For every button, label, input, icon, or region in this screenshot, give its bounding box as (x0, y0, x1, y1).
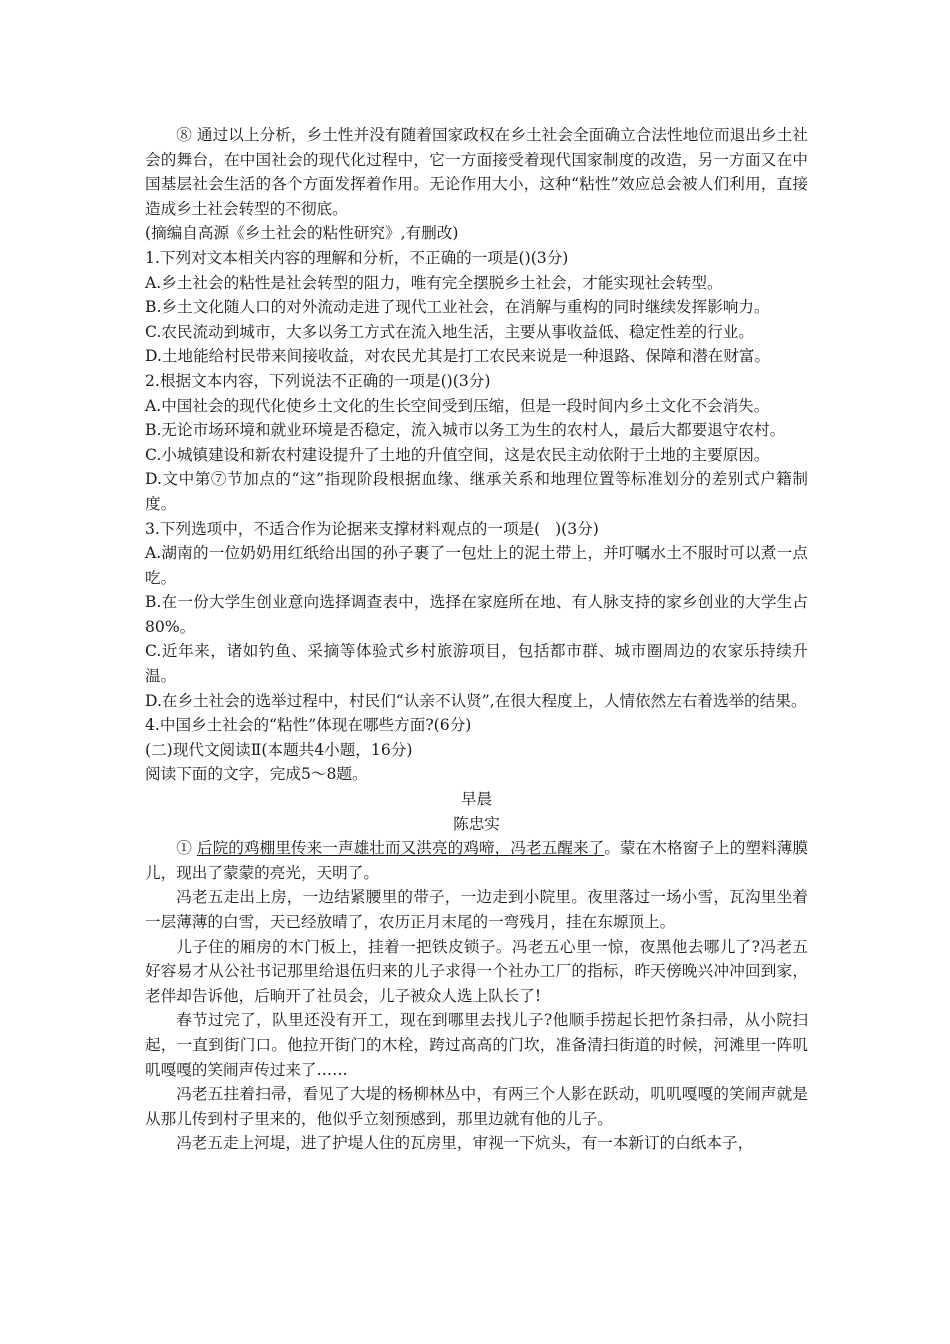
reading-instruction: 阅读下面的文字，完成5～8题。 (145, 765, 368, 784)
story-paragraph-6: 冯老五走上河堤，进了护堤人住的瓦房里，审视一下炕头，有一本新订的白纸本子， (176, 1134, 754, 1153)
question-3-option-d: D.在乡土社会的选举过程中，村民们“认亲不认贤”,在很大程度上，人情依然左右着选举的结果。 (145, 691, 807, 710)
story-paragraph-5: 冯老五拄着扫帚，看见了大堤的杨柳林丛中，有两三个人影在跃动，叽叽嘎嘎的笑闹声就是从那儿传到村子里来的，他似乎立刻预感到，那里边就有他的儿子。 (145, 1085, 808, 1128)
section-2-heading: (二)现代文阅读Ⅱ(本题共4小题，16分) (145, 740, 413, 759)
story-paragraph-1 (145, 836, 808, 885)
story-title: 早晨 (460, 790, 493, 809)
question-4: 4.中国乡土社会的“粘性”体现在哪些方面?(6分) (145, 716, 472, 735)
question-3-option-c: C.近年来，诸如钓鱼、采摘等体验式乡村旅游项目，包括都市群、城市圈周边的农家乐持续升温。 (145, 642, 808, 686)
question-2-stem: 2.根据文本内容，下列说法不正确的一项是()(3分) (145, 371, 491, 390)
question-3-option-a: A.湖南的一位奶奶用红纸给出国的孙子裹了一包灶上的泥土带上，并叮嘱水土不服时可以煮一点吃。 (145, 544, 808, 587)
question-3-stem: 3.下列选项中，不适合作为论据来支撑材料观点的一项是( )(3分) (145, 519, 599, 538)
question-2-option-b: B.无论市场环境和就业环境是否稳定，流入城市以务工为生的农村人，最后大都要退守农村。 (145, 421, 786, 440)
source-citation: (摘编自高源《乡土社会的粘性研究》,有删改) (145, 224, 459, 243)
question-1-option-d: D.土地能给村民带来间接收益，对农民尤其是打工农民来说是一种退路、保障和潜在财富。 (145, 347, 771, 366)
question-1-option-c: C.农民流动到城市，大多以务工方式在流入地生活，主要从事收益低、稳定性差的行业。 (145, 322, 754, 341)
question-2-option-d: D.文中第⑦节加点的“这”指现阶段根据血缘、继承关系和地理位置等标准划分的差别式户籍制度。 (145, 470, 808, 513)
question-3-option-b: B.在一份大学生创业意向选择调查表中，选择在家庭所在地、有人脉支持的家乡创业的大学生占80%。 (145, 593, 808, 636)
question-1-option-a: A.乡土社会的粘性是社会转型的阻力，唯有完全摆脱乡土社会，才能实现社会转型。 (145, 273, 723, 292)
question-1-option-b: B.乡土文化随人口的对外流动走进了现代工业社会，在消解与重构的同时继续发挥影响力。 (145, 298, 770, 317)
underlined-sentence: 后院的鸡棚里传来一声雄壮而又洪亮的鸡啼，冯老五醒来了 (196, 839, 605, 858)
paragraph-number: ① (176, 839, 197, 858)
question-2-option-a: A.中国社会的现代化使乡土文化的生长空间受到压缩，但是一段时间内乡土文化不会消失。 (145, 396, 770, 415)
story-paragraph-3: 儿子住的厢房的木门板上，挂着一把铁皮锁子。冯老五心里一惊，夜黑他去哪儿了?冯老五好容易才从公社书记那里给退伍归来的儿子求得一个社办工厂的指标，昨天傍晚兴冲冲回到家，老伴却告诉他，后晌开了社员会，儿子被众人选上队长了! (145, 937, 808, 1005)
story-author: 陈忠实 (453, 814, 500, 833)
paragraph-8: ⑧ 通过以上分析，乡土性并没有随着国家政权在乡土社会全面确立合法性地位而退出乡土社会的舞台，在中国社会的现代化过程中，它一方面接受着现代国家制度的改造，另一方面又在中国基层社会生活的各个方面发挥着作用。无论作用大小，这种“粘性”效应总会被人们利用，直接造成乡土社会转型的不彻底。 (145, 126, 808, 218)
paragraph-1-rest: 。蒙在木格窗子上的塑料薄膜儿，现出了蒙蒙的亮光，天明了。 (145, 839, 808, 882)
document-body (145, 123, 808, 1156)
story-paragraph-2: 冯老五走出上房，一边结紧腰里的带子，一边走到小院里。夜里落过一场小雪，瓦沟里坐着一层薄薄的白雪，天已经放晴了，农历正月末尾的一弯残月，挂在东塬顶上。 (145, 888, 808, 931)
question-2-option-c: C.小城镇建设和新农村建设提升了土地的升值空间，这是农民主动依附于土地的主要原因。 (145, 445, 770, 464)
question-1-stem: 1.下列对文本相关内容的理解和分析，不正确的一项是()(3分) (145, 248, 569, 267)
story-paragraph-4: 春节过完了，队里还没有开工，现在到哪里去找儿子?他顺手捞起长把竹条扫帚，从小院扫起，一直到街门口。他拉开街门的木栓，跨过高高的门坎，准备清扫街道的时候，河滩里一阵叽叽嘎嘎的笑闹声传过来了…… (145, 1011, 808, 1079)
